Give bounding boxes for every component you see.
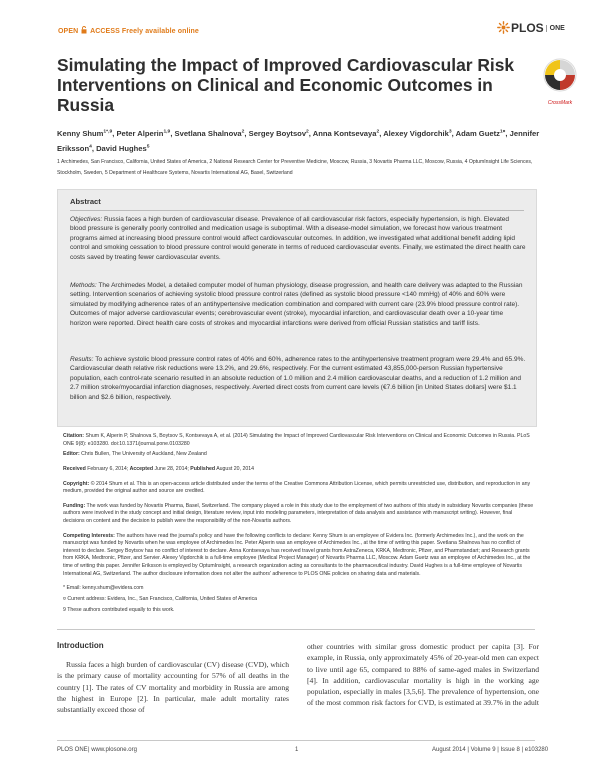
abstract-divider bbox=[70, 210, 524, 211]
author[interactable]: Alexey Vigdorchik$^3$ bbox=[383, 129, 452, 138]
article-title: Simulating the Impact of Improved Cardiovascular Risk Interventions on Clinical and Economic Outcomes in Russia bbox=[57, 55, 515, 116]
equal-contribution-note: 9 These authors contributed equally to this work. bbox=[63, 606, 175, 613]
methods-text: The Archimedes Model, a detailed computer model of human physiology, disease progression, and health care delivery was adapted to the Russian setting. Intervention scenarios of achieving systolic blood pressure control rates (defined as systolic blood pressure <140 mmHg) of 40% and 60% were simulated by modifying adherence rates of an antihypertensive medication combination and compared with current care (23.9% blood pressure control rate). Outcomes of major adverse cardiovascular events; cerebrovascular event (stroke), myocardial infarction, and cardiovascular death over a 10-year time horizon were reported. Direct health care costs of strokes and myocardial infarctions were derived from official Russian statistics and tariff lists. bbox=[70, 282, 523, 327]
plos-wordmark: PLOS bbox=[511, 21, 544, 35]
results-label: Results: bbox=[70, 356, 94, 363]
correspondence-email[interactable]: * Email: kenny.shum@evidera.com bbox=[63, 585, 144, 592]
author[interactable]: Jennifer Eriksson$^4$ bbox=[57, 129, 540, 153]
footer-journal: PLOS ONE bbox=[57, 747, 88, 753]
copyright: Copyright: © 2014 Shum et al. This is an open-access article distributed under the terms of the Creative Commons Attribution License, which permits unrestricted use, distribution, and reproduction in any medium, provided the original author and source are credited. bbox=[63, 480, 531, 495]
author[interactable]: Adam Guetz$^{1¤}$ bbox=[455, 129, 506, 138]
footer-url[interactable]: | www.plosone.org bbox=[88, 747, 137, 753]
footer-divider bbox=[57, 740, 535, 741]
funding: Funding: The work was funded by Novartis Pharma, Basel, Switzerland. The company played a role in this study due to the employment of two authors of this study in subsidiary Novartis companies (these authors were involved in the study concept and initial design, literature review, input into modeling parameters, interpretation of data analysis and assistance with manuscript writing). However, final decisions on content and the decision to publish were the responsibility of the non-Novartis authors. bbox=[63, 502, 534, 525]
introduction-heading: Introduction bbox=[57, 641, 104, 650]
author[interactable]: Sergey Boytsov$^2$ bbox=[248, 129, 309, 138]
abstract-box bbox=[57, 189, 537, 427]
section-divider bbox=[57, 629, 535, 630]
author[interactable]: Svetlana Shalnova$^2$ bbox=[174, 129, 245, 138]
abstract-methods bbox=[70, 281, 526, 328]
citation: Citation: Shum K, Alperin P, Shalnova S, Boytsov S, Kontsevaya A, et al. (2014) Simulating the Impact of Improved Cardiovascular Risk Interventions on Clinical and Economic Outcomes in Russia. PLoS ONE 9(8): e103280. doi:10.1371/journal.pone.0103280 bbox=[63, 433, 530, 447]
editor: Editor: Chris Bullen, The University of Auckland, New Zealand bbox=[63, 451, 207, 458]
footer-issue: August 2014 | Volume 9 | Issue 8 | e103280 bbox=[432, 747, 549, 753]
competing-interests: Competing Interests: The authors have read the journal's policy and have the following conflicts to declare: Kenny Shum is an employee of Evidera Inc. (formerly Archimedes Inc.), and the work on the manuscript was funded by Novartis when he was employee of Archimedes Inc. Peter Alperin was an employee of Archimedes Inc., at the time of writing this paper. Svetlana Shalnova has no conflict of interest to declare. Sergey Boytsov has no conflict of interest to declare. Anna Kontsevaya has received travel grants from AstraZeneca, KRKA, Medtronic, Pfizer, and Pharmstandart; and Research grants from KRKA, Medtronic, Pfizer, and Servier. Alexey Vigdorchik is a full-time employee (Medical Project Manager) of Novartis Pharma LLC, Moscow. Adam Guetz was an employee of Archimedes Inc., at the time of writing this paper. Jennifer Eriksson is employed by OptumInsight, a research organization acting as consultants to the pharmaceutical industry. David Hughes is a full-time employee of Novartis International AG, Switzerland. The author disclosure information does not alter the authors' adherence to PLOS ONE policies on sharing data and materials. bbox=[63, 532, 531, 577]
freely-available-label: Freely available online bbox=[121, 28, 199, 35]
author[interactable]: Kenny Shum$^{1*,9}$ bbox=[57, 129, 113, 138]
introduction-column-1: Russia faces a high burden of cardiovascular (CV) disease (CVD), which is the primary cause of mortality accounting for 57% of all deaths in the country [1]. The rates of CV mortality and morbidity in Russia are among the highest in Europe [2]. In particular, male adult mortality rates substantially exceed those of bbox=[57, 660, 289, 715]
plos-one-logo[interactable] bbox=[497, 21, 565, 35]
objectives-label: Objectives: bbox=[70, 216, 103, 223]
one-wordmark: ONE bbox=[546, 25, 565, 32]
methods-label: Methods: bbox=[70, 282, 97, 289]
open-label: OPEN bbox=[58, 28, 79, 35]
author-list: Kenny Shum$^{1*,9}$, Peter Alperin$^{1,9}$, Svetlana Shalnova$^2$, Sergey Boytsov$^2$, Anna Kontsevaya$^2$, Alexey Vigdorchik$^3$, Adam Guetz$^{1¤}$, Jennifer Eriksson$^4$, David Hughes$^5$ bbox=[57, 129, 540, 153]
access-label: ACCESS bbox=[90, 28, 120, 35]
results-text: To achieve systolic blood pressure control rates of 40% and 60%, adherence rates to the antihypertensive treatment program were 29.4% and 65.9%. Cardiovascular death relative risk reductions were 13.2%, and 29.6%, respectively. For the current estimated 43,855,000-person Russian hypertensive population, each control-rate scenario resulted in an absolute reduction of 1.0 million and 2.4 million cardiovascular deaths, and a reduction of 1.2 million and 2.7 million stroke/myocardial infarction diagnoses, respectively. Averted direct costs from current care levels (€7.6 billion [in United States dollars] were $1.1 billion and $2.6 billion, respectively. bbox=[70, 356, 526, 401]
abstract-objectives bbox=[70, 215, 526, 262]
introduction-column-2: other countries with similar gross domestic product per capita [3]. For example, in Russia, only approximately 45% of 20-year-old men can expect to live until age 65, compared to 88% of same-aged males in Switzerland [4]. In addition, cardiovascular mortality is high in the working age population, especially in males [3,5,6]. The prevalence of hypertension, one of the most common risk factors for CVD, is estimated at 39.7% in the adult bbox=[307, 642, 539, 708]
abstract-heading: Abstract bbox=[70, 197, 101, 206]
author[interactable]: Peter Alperin$^{1,9}$ bbox=[116, 129, 171, 138]
affiliations: 1 Archimedes, San Francisco, California, United States of America, 2 National Research Center for Preventive Medicine, Moscow, Russia, 3 Novartis Pharma LLC, Moscow, Russia, 4 OptumInsight Life Sciences, Stockholm, Sweden, 5 Department of Healthcare Systems, Novartis International AG, Basel, Switzerland bbox=[57, 159, 533, 176]
author[interactable]: Anna Kontsevaya$^2$ bbox=[312, 129, 380, 138]
page-number: 1 bbox=[295, 747, 299, 753]
open-access-lock-icon bbox=[81, 26, 87, 36]
crossmark-icon[interactable] bbox=[542, 57, 578, 103]
open-access-banner bbox=[58, 26, 199, 36]
article-metadata bbox=[63, 433, 535, 618]
current-address: ¤ Current address: Evidera, Inc., San Francisco, California, United States of America bbox=[63, 596, 258, 603]
dates: Received February 6, 2014; Accepted June 28, 2014; Published August 20, 2014 bbox=[63, 466, 254, 473]
abstract-results bbox=[70, 355, 526, 402]
plos-burst-icon bbox=[497, 21, 510, 37]
crossmark-label: CrossMark bbox=[547, 100, 573, 106]
author[interactable]: David Hughes$^5$ bbox=[96, 144, 150, 153]
objectives-text: Russia faces a high burden of cardiovascular disease. Prevalence of all cardiovascular risk factors, especially hypertension, is high. Elevated blood pressure is generally poorly controlled and medication usage is suboptimal. With a disease-model simulation, we forecast how various treatment programs aimed at increasing blood pressure control would affect cardiovascular outcomes. In addition, we investigated what additional benefit adding lipid control and smoking cessation to blood pressure control would generate in terms of reduced cardiovascular events. Finally, we estimated the direct health care costs saved by treating fewer cardiovascular events. bbox=[70, 216, 526, 261]
